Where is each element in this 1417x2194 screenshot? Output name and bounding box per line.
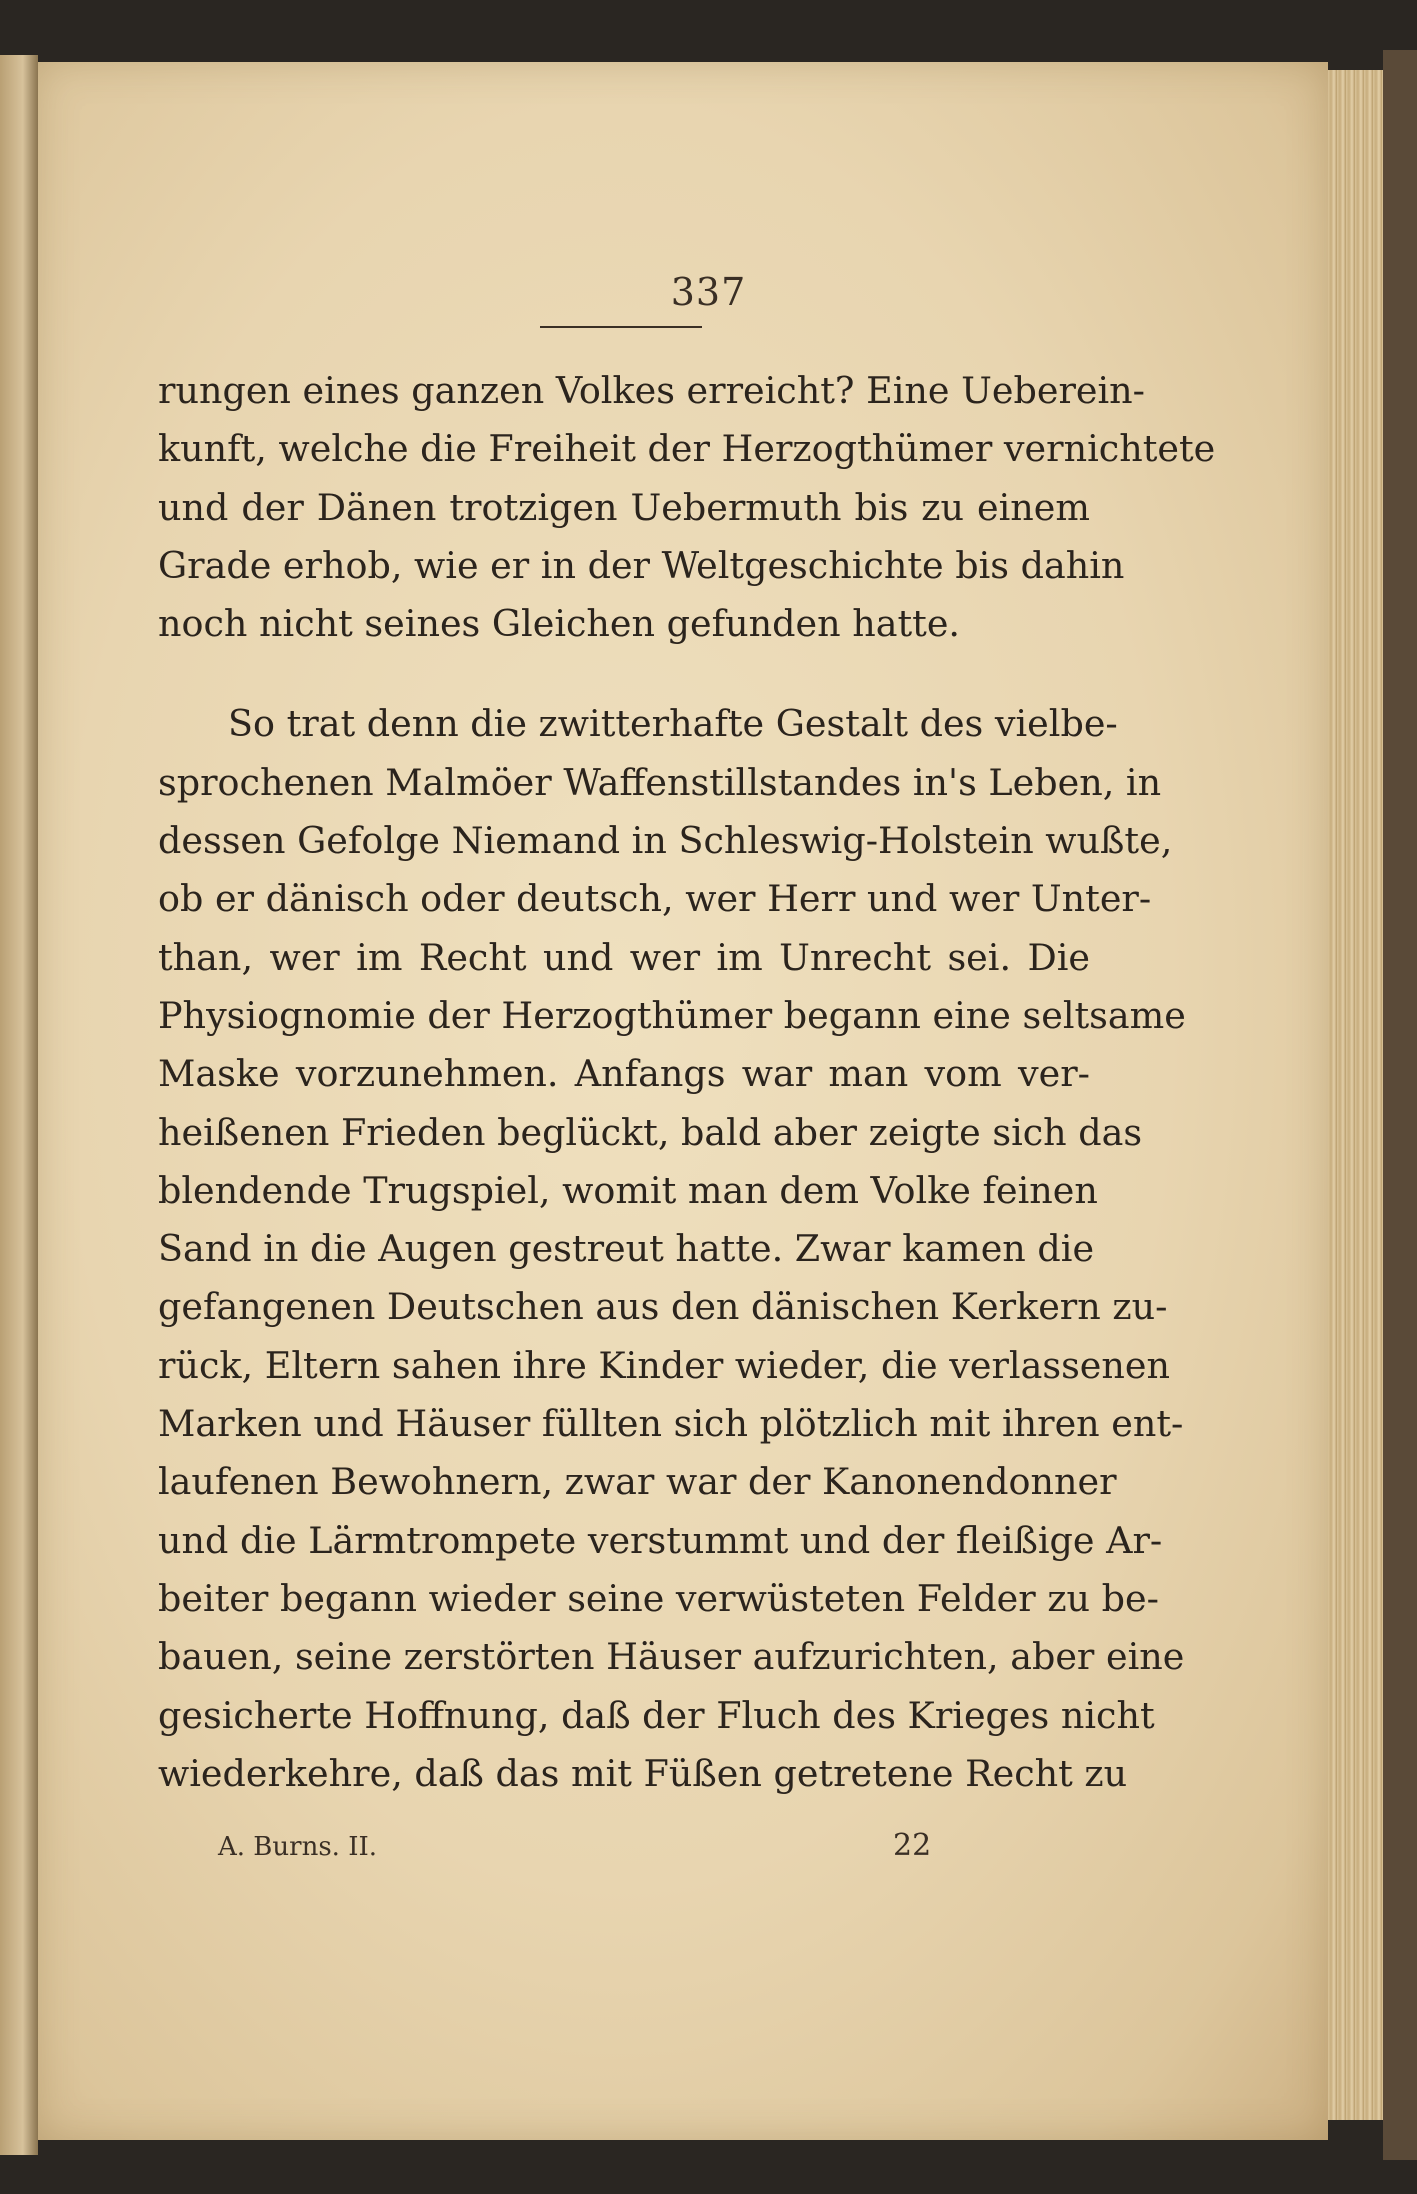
- text-line: laufenen Bewohnern, zwar war der Kanonendonner: [158, 1460, 1117, 1504]
- text-line: und der Dänen trotzigen Uebermuth bis zu einem: [158, 485, 1090, 529]
- page-number: 337: [670, 270, 747, 314]
- text-line: Sand in die Augen gestreut hatte. Zwar kamen die: [158, 1227, 1095, 1271]
- text-line: dessen Gefolge Niemand in Schleswig-Holstein wußte,: [158, 819, 1173, 863]
- text-line: beiter begann wieder seine verwüsteten Felder zu be-: [158, 1576, 1159, 1620]
- body-text: [158, 362, 1216, 1803]
- left-page-edge: [0, 55, 38, 2155]
- text-line: heißenen Frieden beglückt, bald aber zeigte sich das: [158, 1110, 1143, 1154]
- text-line: und die Lärmtrompete verstummt und der fleißige Ar-: [158, 1518, 1163, 1562]
- text-line: rück, Eltern sahen ihre Kinder wieder, die verlassenen: [158, 1343, 1171, 1387]
- text-line: kunft, welche die Freiheit der Herzogthümer vernichtete: [158, 427, 1216, 471]
- signature-mark: A. Burns. II.: [218, 1832, 378, 1862]
- text-line: than, wer im Recht und wer im Unrecht sei. Die: [158, 935, 1090, 979]
- sheet-number: 22: [893, 1828, 932, 1863]
- text-line: gesicherte Hoffnung, daß der Fluch des Krieges nicht: [158, 1693, 1155, 1737]
- header-rule: [540, 326, 702, 328]
- text-line: Marken und Häuser füllten sich plötzlich mit ihren ent-: [158, 1402, 1184, 1446]
- paragraph-gap: [158, 653, 1090, 695]
- text-line: Maske vorzunehmen. Anfangs war man vom ver-: [158, 1052, 1090, 1096]
- text-line: rungen eines ganzen Volkes erreicht? Eine Ueberein-: [158, 369, 1146, 412]
- text-line: wiederkehre, daß das mit Füßen getretene Recht zu: [158, 1751, 1128, 1795]
- text-line: ob er dänisch oder deutsch, wer Herr und wer Unter-: [158, 877, 1152, 921]
- text-line: Grade erhob, wie er in der Weltgeschichte bis dahin: [158, 543, 1125, 587]
- text-line: So trat denn die zwitterhafte Gestalt des vielbe-: [228, 702, 1118, 746]
- text-line: noch nicht seines Gleichen gefunden hatte.: [158, 602, 961, 646]
- book-cover-edge: [1383, 50, 1417, 2160]
- text-line: sprochenen Malmöer Waffenstillstandes in's Leben, in: [158, 760, 1162, 804]
- page-stack-edge: [1328, 70, 1383, 2120]
- text-line: blendende Trugspiel, womit man dem Volke feinen: [158, 1168, 1098, 1212]
- page-header: [0, 270, 1417, 314]
- text-line: Physiognomie der Herzogthümer begann eine seltsame: [158, 993, 1186, 1037]
- text-line: gefangenen Deutschen aus den dänischen Kerkern zu-: [158, 1285, 1168, 1329]
- paragraph-2: [158, 695, 1186, 1803]
- text-line: bauen, seine zerstörten Häuser aufzurichten, aber eine: [158, 1635, 1185, 1679]
- paragraph-1: [158, 362, 1216, 653]
